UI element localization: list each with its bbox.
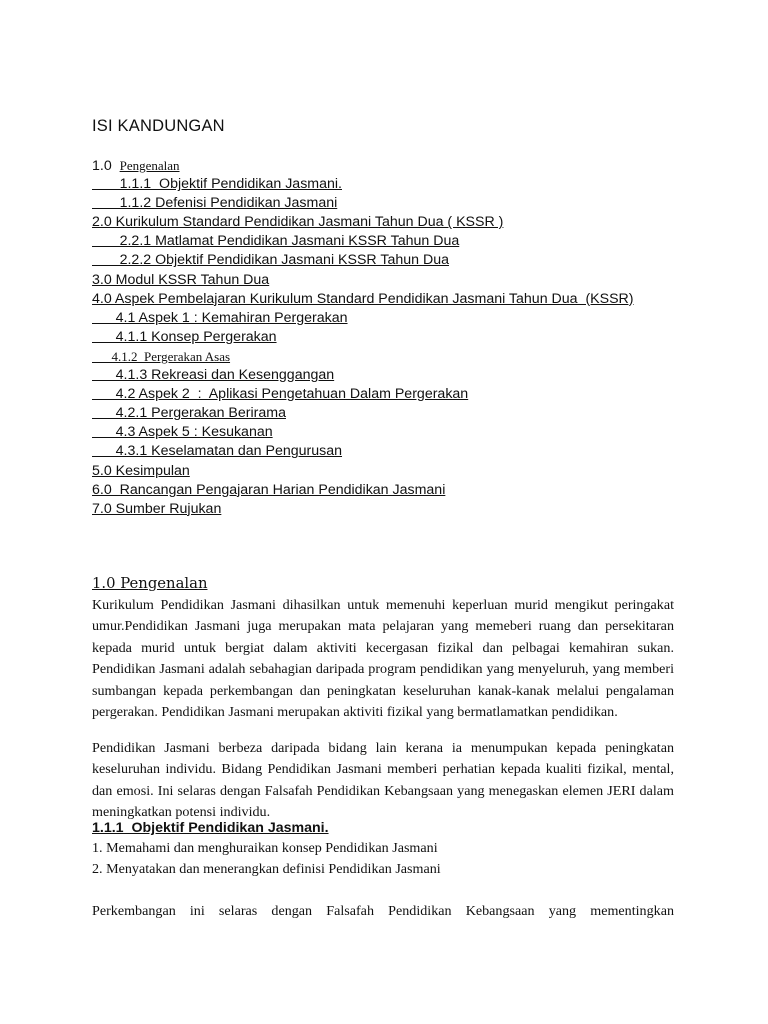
toc-item-aspek-pembelajaran[interactable]: 4.0 Aspek Pembelajaran Kurikulum Standard Pendidikan Jasmani Tahun Dua (KSSR) [92,290,634,307]
toc-item-konsep[interactable]: 4.1.1 Konsep Pergerakan [92,328,277,345]
paragraph-continuation: Perkembangan ini selaras dengan Falsafah Pendidikan Kebangsaan yang mementingkan [92,903,674,919]
toc-item-keselamatan[interactable]: 4.3.1 Keselamatan dan Pengurusan [92,443,343,460]
toc-item-defenisi[interactable]: 1.1.2 Defenisi Pendidikan Jasmani [92,195,338,212]
toc-item-sumber[interactable]: 7.0 Sumber Rujukan [92,500,222,517]
toc-item-kurikulum[interactable]: 2.0 Kurikulum Standard Pendidikan Jasmani Tahun Dua ( KSSR ) [92,214,504,231]
toc-item-objektif[interactable]: 1.1.1 Objektif Pendidikan Jasmani. [92,176,342,193]
toc-heading: ISI KANDUNGAN [92,117,225,135]
toc-item-rekreasi[interactable]: 4.1.3 Rekreasi dan Kesenggangan [92,367,335,384]
paragraph-intro: Kurikulum Pendidikan Jasmani dihasilkan untuk memenuhi keperluan murid mengikut peringakat umur.Pendidikan Jasmani juga merupakan mata pelajaran yang memeberi ruang dan persekitaran kepada murid untuk bergiat dalam aktiviti kecergasan fizikal dan pelbagai kemahiran sukan. Pendidikan Jasmani adalah sebahagian daripada program pendidikan yang menyeluruh, yang memberi sumbangan kepada perkembangan dan peningkatan keseluruhan kanak-kanak melalui pengalaman pergerakan. Pendidikan Jasmani merupakan aktiviti fizikal yang bermatlamatkan pendidikan. [92,597,674,721]
subsection-heading: 1.1.1 Objektif Pendidikan Jasmani. [92,820,329,836]
objectives-list [92,838,441,881]
list-item: 2. Menyatakan dan menerangkan definisi Pendidikan Jasmani [92,861,441,878]
toc-item-modul[interactable]: 3.0 Modul KSSR Tahun Dua [92,271,270,288]
toc-item-pengenalan[interactable] [92,156,634,175]
section-heading: 1.0 Pengenalan [92,575,208,592]
toc-item-label: Pengenalan [119,158,180,173]
toc-item-kesimpulan[interactable]: 5.0 Kesimpulan [92,462,190,479]
list-item: 1. Memahami dan menghuraikan konsep Pendidikan Jasmani [92,840,438,856]
table-of-contents [92,156,634,519]
toc-item-number: 1.0 [92,158,120,174]
toc-item-aspek-5[interactable]: 4.3 Aspek 5 : Kesukanan [92,424,273,441]
toc-item-aspek-1[interactable]: 4.1 Aspek 1 : Kemahiran Pergerakan [92,309,348,326]
toc-item-pergerakan-asas[interactable]: 4.1.2 Pergerakan Asas [92,348,231,364]
toc-item-aspek-2[interactable]: 4.2 Aspek 2 : Aplikasi Pengetahuan Dalam Pergerakan [92,386,469,403]
paragraph-second: Pendidikan Jasmani berbeza daripada bidang lain kerana ia menumpukan kepada peningkatan keseluruhan individu. Bidang Pendidikan Jasmani memberi perhatian kepada kualiti fizikal, mental, dan emosi. Ini selaras dengan Falsafah Pendidikan Kebangsaan yang menegaskan elemen JERI dalam meningkatkan potensi individu. [92,740,674,821]
toc-item-rancangan[interactable]: 6.0 Rancangan Pengajaran Harian Pendidikan Jasmani [92,481,446,498]
toc-item-berirama[interactable]: 4.2.1 Pergerakan Berirama [92,405,286,422]
toc-item-matlamat[interactable]: 2.2.1 Matlamat Pendidikan Jasmani KSSR Tahun Dua [92,233,460,250]
toc-item-objektif-kssr[interactable]: 2.2.2 Objektif Pendidikan Jasmani KSSR Tahun Dua [92,252,449,269]
